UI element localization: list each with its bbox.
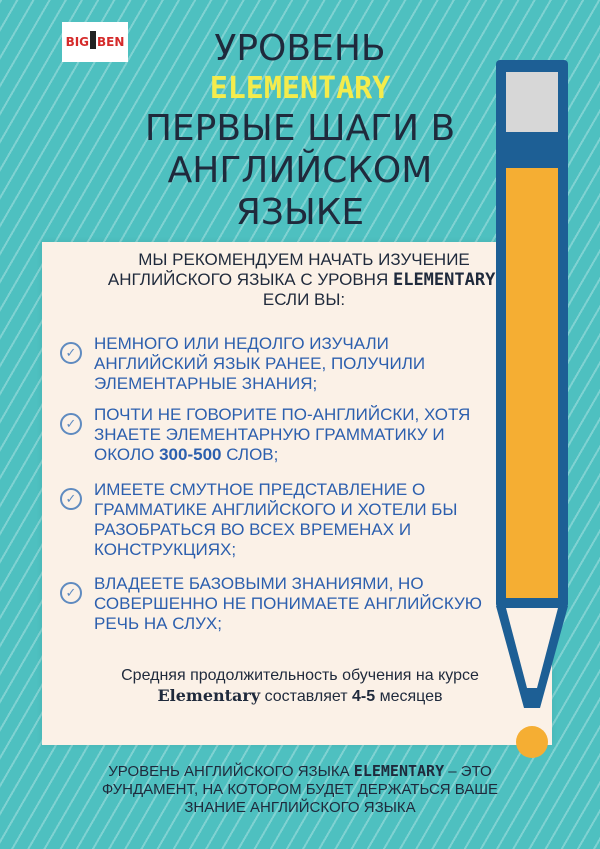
pencil-tip-dot [516,726,548,758]
list-item-text-before: ПОЧТИ НЕ ГОВОРИТЕ ПО-АНГЛИЙСКИ, ХОТЯ ЗНАЕТЕ ЭЛЕМЕНТАРНУЮ ГРАММАТИКУ И ОКОЛО [94,405,471,464]
page-title [110,28,490,234]
check-circle-icon: ✓ [60,342,82,364]
list-item [60,480,500,560]
list-item [60,334,500,394]
title-line1: УРОВЕНЬ [214,28,386,69]
logo-text-big: BIG [65,35,90,49]
footer-prefix: УРОВЕНЬ АНГЛИЙСКОГО ЯЗЫКА [108,763,350,780]
duration-prefix: Средняя продолжительность обучения на курсе [121,667,479,684]
title-accent: ELEMENTARY [209,71,391,106]
check-circle-icon: ✓ [60,488,82,510]
pencil-eraser [506,72,558,132]
footer-suffix: – ЭТО ФУНДАМЕНТ, НА КОТОРОМ БУДЕТ ДЕРЖАТЬСЯ ВАШЕ ЗНАНИЕ АНГЛИЙСКОГО ЯЗЫКА [101,763,499,816]
course-duration [80,666,520,707]
footer-text [90,762,510,817]
pencil-wood [506,168,558,598]
course-name: Elementary [157,686,261,705]
word-count: 300-500 [159,445,222,464]
logo-text-ben: BEN [97,35,125,49]
duration-suffix: месяцев [379,688,443,705]
list-item-text: ИМЕЕТЕ СМУТНОЕ ПРЕДСТАВЛЕНИЕ О ГРАММАТИКЕ АНГЛИЙСКОГО И ХОТЕЛИ БЫ РАЗОБРАТЬСЯ ВО ВСЕХ ВРЕМЕНАХ И КОНСТРУКЦИЯХ; [94,480,458,559]
tower-icon [90,31,96,49]
months-count: 4-5 [352,688,376,705]
check-circle-icon: ✓ [60,413,82,435]
title-line2: ПЕРВЫЕ ШАГИ В АНГЛИЙСКОМ ЯЗЫКЕ [144,108,456,233]
list-item-text: ВЛАДЕЕТЕ БАЗОВЫМИ ЗНАНИЯМИ, НО СОВЕРШЕННО НЕ ПОНИМАЕТЕ АНГЛИЙСКУЮ РЕЧЬ НА СЛУХ; [94,574,482,633]
intro-prefix: МЫ РЕКОМЕНДУЕМ НАЧАТЬ ИЗУЧЕНИЕ АНГЛИЙСКОГО ЯЗЫКА С УРОВНЯ [107,250,470,289]
list-item-text [94,405,500,465]
list-item-text-after: СЛОВ; [226,445,279,464]
pencil-icon [492,58,572,778]
list-item [60,405,500,465]
intro-suffix: ЕСЛИ ВЫ: [262,290,346,309]
check-circle-icon: ✓ [60,582,82,604]
duration-middle: составляет [264,688,348,705]
intro-level: ELEMENTARY [392,270,496,290]
list-item-text: НЕМНОГО ИЛИ НЕДОЛГО ИЗУЧАЛИ АНГЛИЙСКИЙ ЯЗЫК РАНЕЕ, ПОЛУЧИЛИ ЭЛЕМЕНТАРНЫЕ ЗНАНИЯ; [94,334,426,393]
footer-level: ELEMENTARY [353,762,445,780]
intro-text [94,250,514,310]
list-item [60,574,500,634]
pencil-ferrule [506,142,558,162]
